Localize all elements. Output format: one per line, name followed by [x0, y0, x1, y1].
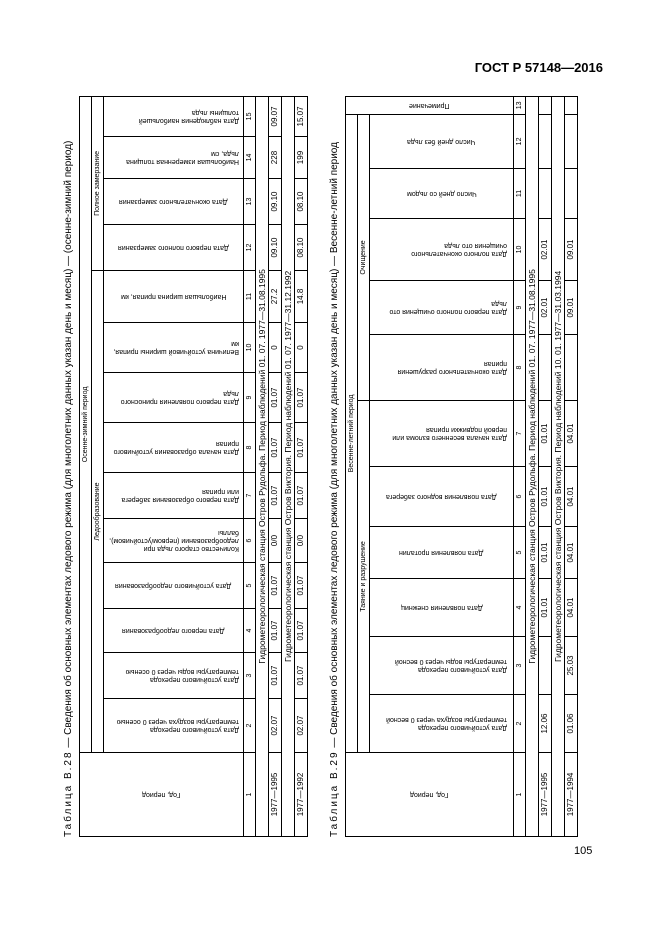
t28-col-period: Год, период — [80, 753, 244, 837]
t28-col-5: Дата устойчивого ледообразования — [104, 563, 244, 609]
t28-group-autumn: Осенне-зимний период — [80, 96, 92, 752]
t29-station-1: Гидрометеорологическая станция Остров Рудольфа. Период наблюдений 01. 07. 1977—31.08.1995 — [526, 96, 539, 836]
t29-col-8: Дата окончательного разрушения припая — [370, 335, 514, 401]
page-number: 105 — [574, 845, 593, 857]
table-28-label: Таблица В.28 — [63, 750, 74, 837]
t28-col-9: Дата первого появления приносного льда — [104, 373, 244, 423]
t28-col-12: Дата первого полного замерзания — [104, 225, 244, 271]
t29-col-5: Дата появления проталин — [370, 527, 514, 579]
t28-col-2: Дата устойчивого перехода температуры воздуха через 0 осенью — [104, 699, 244, 753]
table-29-title: — Сведения об основных элементах ледового режима (для многолетних данных указан день и месяц) — Весенне-летний период — [329, 142, 340, 748]
table-29-caption — [329, 142, 340, 837]
t29-station-2: Гидрометеорологическая станция Остров Виктория. Период наблюдений 10. 01. 1977—31.03.1994 — [552, 96, 565, 836]
t29-col-12: Число дней без льда — [370, 114, 514, 168]
table-29 — [345, 96, 578, 837]
t29-col-7: Дата начала весеннего взлома или первой подвижки припая — [370, 401, 514, 467]
table-29-label: Таблица В.29 — [329, 750, 340, 837]
t28-col-4: Дата первого ледообразования — [104, 609, 244, 653]
t28-row-2: 1977—1992 02.07 01.07 01.07 01.07 0/0 01.07 01.07 01.07 0 14.8 08.10 08.10 199 15.07 — [295, 96, 308, 836]
t29-col-3: Дата устойчивого перехода температуры воды через 0 весной — [370, 637, 514, 695]
rotated-content — [59, 77, 619, 877]
t28-col-13: Дата окончательного замерзания — [104, 179, 244, 225]
t28-group-ice: Ледообразование — [92, 271, 104, 753]
t28-row-1: 1977—1995 02.07 01.07 01.07 01.07 0/0 01.07 01.07 01.07 0 27.2 09.10 09.10 228 09.07 — [269, 96, 282, 836]
t29-row-1: 1977—1995 12.06 01.01 01.01 01.01 01.01 02.01 02.01 — [539, 96, 552, 836]
t29-col-2: Дата устойчивого перехода температуры воздуха через 0 весной — [370, 695, 514, 753]
t29-group-spring: Весенне-летний период — [346, 114, 358, 752]
t29-col-11: Число дней со льдом — [370, 169, 514, 219]
t28-col-15: Дата наблюдения наибольшей толщины льда — [104, 96, 244, 136]
t29-col-period: Год, период — [346, 753, 514, 837]
t29-col-10: Дата полного окончательного очищения ото льда — [370, 219, 514, 281]
t28-col-10: Величина устойчивой ширины припая, км — [104, 323, 244, 373]
t28-col-3: Дата устойчивого перехода температуры воды через 0 осенью — [104, 653, 244, 699]
t29-col-6: Дата появления водного заберега — [370, 467, 514, 527]
t28-col-11: Наибольшая ширина припая, км — [104, 271, 244, 323]
t28-group-freeze: Полное замерзание — [92, 96, 104, 270]
t29-col-4: Дата появления снежниц — [370, 579, 514, 637]
t29-row-2: 1977—1994 01.06 25.03 04.01 04.01 04.01 04.01 09.01 09.01 — [565, 96, 578, 836]
table-28-title: — Сведения об основных элементах ледового режима (для многолетних данных указан день и месяц) — (осенне-зимний период) — [63, 140, 74, 748]
t28-col-8: Дата начала образования устойчивого припая — [104, 423, 244, 473]
t29-group-melt: Таяние и разрушение — [358, 401, 370, 753]
t28-number-row: 1 2 3 4 5 6 7 8 9 10 11 12 13 14 15 — [244, 96, 256, 836]
standard-id: ГОСТ Р 57148—2016 — [474, 60, 603, 75]
t29-group-clear: Очищение — [358, 114, 370, 400]
table-28 — [79, 96, 308, 837]
t28-col-7: Дата первого образования заберега или припая — [104, 473, 244, 519]
t28-col-14: Наибольшая измеренная толщина льда, см — [104, 137, 244, 179]
t29-col-13: Примечание — [346, 96, 514, 114]
t29-col-9: Дата первого полного очищения ото льда — [370, 281, 514, 335]
t29-number-row: 1 2 3 4 5 6 7 8 9 10 11 12 13 — [514, 96, 526, 836]
t28-station-1: Гидрометеорологическая станция Остров Рудольфа. Период наблюдений 01. 07. 1977—31.08.1995 — [256, 96, 269, 836]
table-28-caption — [63, 141, 74, 837]
t28-col-6: Количество старого льда при ледообразовании (первом/устойчивом), баллы — [104, 519, 244, 563]
t28-station-2: Гидрометеорологическая станция Остров Виктория. Период наблюдений 01. 07. 1977—31.12.1992 — [282, 96, 295, 836]
